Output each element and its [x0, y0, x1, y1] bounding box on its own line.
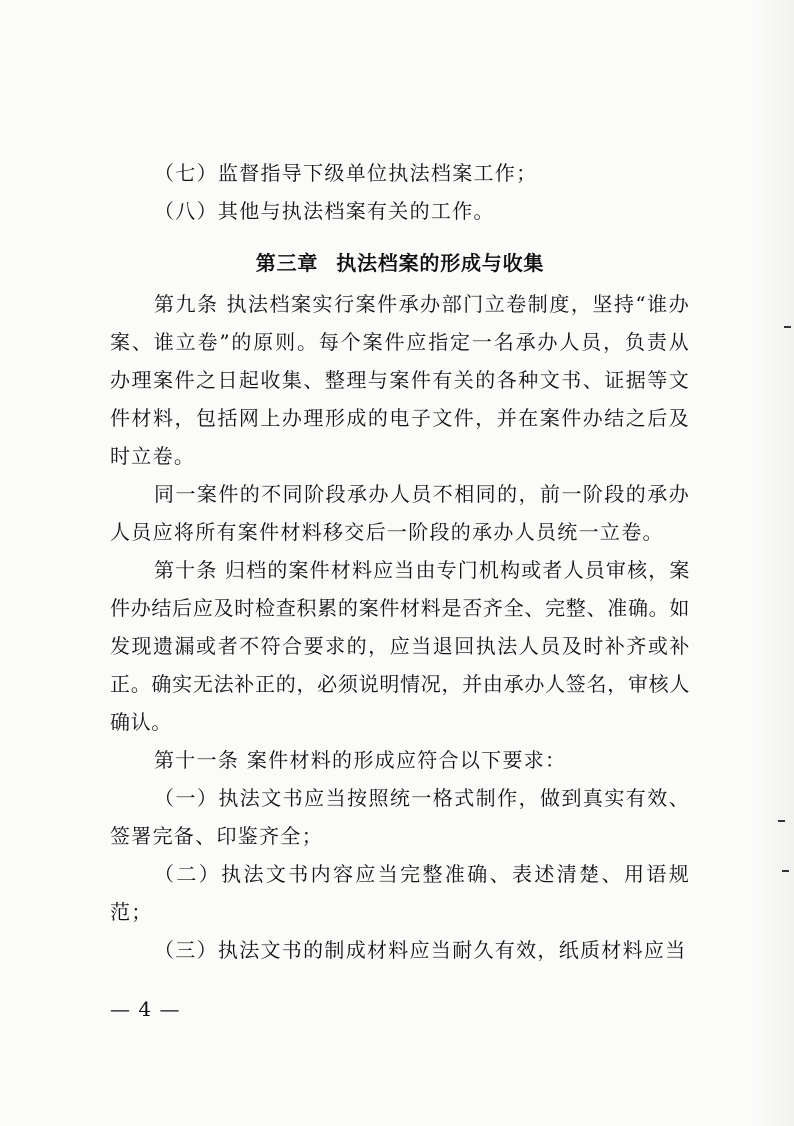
- article-nine-second-paragraph: 同一案件的不同阶段承办人员不相同的，前一阶段的承办人员应将所有案件材料移交后一阶段的承办人员统一立卷。: [110, 482, 690, 544]
- article-eleven-paragraph: 第十一条 案件材料的形成应符合以下要求：: [154, 748, 567, 772]
- requirement-two-paragraph: （二）执法文书内容应当完整准确、表述清楚、用语规范；: [110, 862, 690, 924]
- article-nine-paragraph: 第九条 执法档案实行案件承办部门立卷制度，坚持“谁办案、谁立卷”的原则。每个案件应指定一名承办人员，负责从办理案件之日起收集、整理与案件有关的各种文书、证据等文件材料，包括网上办理形成的电子文件，并在案件办结之后及时立卷。: [110, 292, 690, 468]
- requirement-three-paragraph: （三）执法文书的制成材料应当耐久有效，纸质材料应当: [154, 938, 687, 962]
- chapter-heading: [110, 241, 690, 285]
- document-body: [110, 154, 690, 969]
- chapter-number: 第三章: [255, 251, 319, 275]
- item-seven-paragraph: （七）监督指导下级单位执法档案工作；: [154, 161, 538, 185]
- scan-edge-mark: [784, 326, 791, 328]
- item-eight-paragraph: （八）其他与执法档案有关的工作。: [154, 199, 495, 223]
- scan-edge-mark: [778, 820, 785, 822]
- page-number: — 4 —: [110, 997, 181, 1021]
- requirement-one-paragraph: （一）执法文书应当按照统一格式制作，做到真实有效、签署完备、印鉴齐全；: [110, 786, 690, 848]
- scan-edge-mark: [782, 870, 789, 872]
- article-ten-paragraph: 第十条 归档的案件材料应当由专门机构或者人员审核，案件办结后应及时检查积累的案件材料是否齐全、完整、准确。如发现遗漏或者不符合要求的，应当退回执法人员及时补齐或补正。确实无法补正的，必须说明情况，并由承办人签名，审核人确认。: [110, 558, 690, 734]
- chapter-title-text: 执法档案的形成与收集: [336, 251, 545, 275]
- scan-edge-shadow: [754, 0, 794, 1126]
